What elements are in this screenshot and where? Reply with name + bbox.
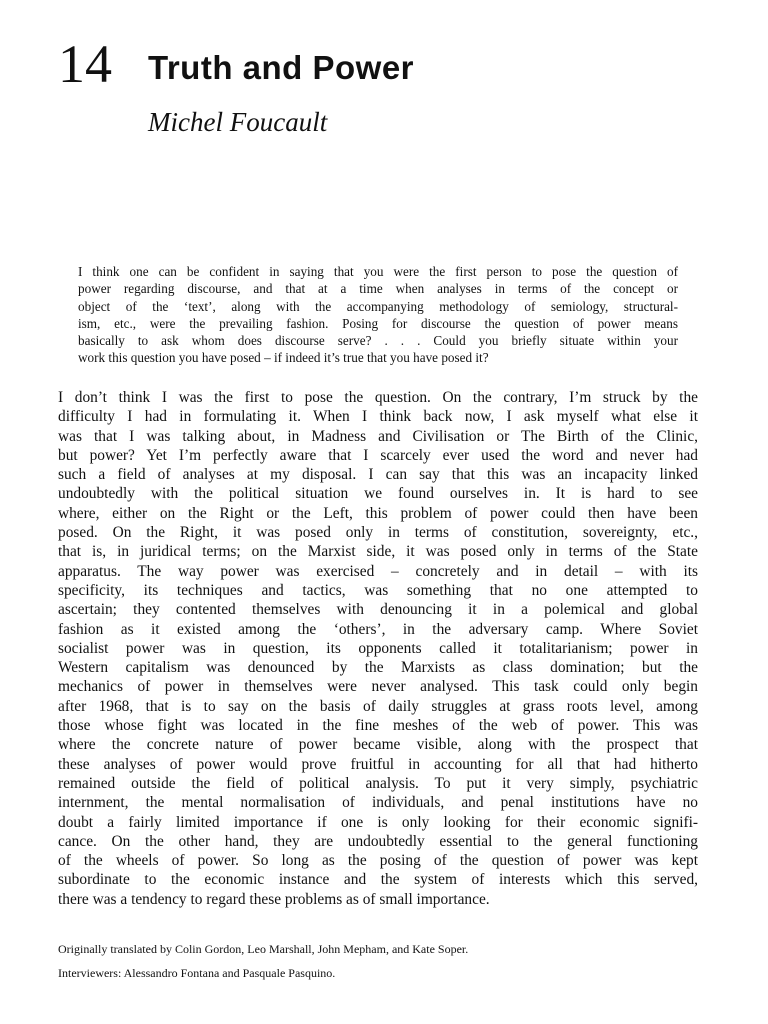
translator-note: Originally translated by Colin Gordon, Leo Marshall, John Mepham, and Kate Soper. bbox=[58, 942, 469, 956]
answer-line: but power? Yet I’m perfectly aware that I scarcely ever used the word and never had bbox=[58, 446, 698, 464]
answer-line: subordinate to the economic instance and the system of interests which this served, bbox=[58, 871, 698, 889]
question-line: ism, etc., were the prevailing fashion. Posing for discourse the question of power means bbox=[78, 315, 678, 331]
chapter-heading bbox=[58, 34, 718, 94]
answer-line: those whose fight was located in the fine meshes of the web of power. This was bbox=[58, 717, 698, 735]
answer-line: there was a tendency to regard these problems as of small importance. bbox=[58, 890, 490, 908]
answer-line: such a field of analyses at my disposal. I can say that this was an incapacity linked bbox=[58, 466, 698, 484]
answer-line: of the wheels of power. So long as the posing of the question of power was kept bbox=[58, 852, 698, 870]
question-line: I think one can be confident in saying that you were the first person to pose the question of bbox=[78, 264, 678, 279]
answer-line: specificity, its techniques and tactics, was something that no one attempted to bbox=[58, 581, 698, 599]
chapter-author: Michel Foucault bbox=[148, 107, 328, 137]
answer-line: these analyses of power would prove fruitful in accounting for all that had hitherto bbox=[58, 755, 698, 773]
answer-line: was that I was talking about, in Madness and Civilisation or The Birth of the Clinic, bbox=[58, 427, 698, 445]
question-line: object of the ‘text’, along with the accompanying methodology of semiology, structural- bbox=[78, 298, 678, 314]
footnotes bbox=[58, 937, 698, 985]
answer-line: apparatus. The way power was exercised – concretely and in detail – with its bbox=[58, 562, 698, 580]
answer-line: that is, in juridical terms; on the Marxist side, it was posed only in terms of the State bbox=[58, 543, 698, 561]
interviewer-question bbox=[78, 263, 678, 367]
answer-line: after 1968, that is to say on the basis of daily struggles at grass roots level, among bbox=[58, 697, 698, 715]
answer-line: cance. On the other hand, they are undoubtedly essential to the general functioning bbox=[58, 832, 698, 850]
answer-line: internment, the mental normalisation of individuals, and penal institutions have no bbox=[58, 794, 698, 812]
foucault-answer bbox=[58, 388, 698, 909]
answer-line: Western capitalism was denounced by the Marxists as class domination; but the bbox=[58, 659, 698, 677]
chapter-number: 14 bbox=[58, 34, 112, 94]
answer-line: remained outside the field of political analysis. To put it very simply, psychiatric bbox=[58, 774, 698, 792]
answer-line: mechanics of power in themselves were never analysed. This task could only begin bbox=[58, 678, 698, 696]
chapter-title: Truth and Power bbox=[148, 49, 415, 86]
answer-line: difficulty I had in formulating it. When I think back now, I ask myself what else it bbox=[58, 408, 698, 426]
answer-line: doubt a fairly limited importance if one is only looking for their economic signifi- bbox=[58, 813, 698, 831]
answer-line: undoubtedly with the political situation we found ourselves in. It is hard to see bbox=[58, 485, 698, 503]
answer-line: ascertain; they contented themselves with denouncing it in a polemical and global bbox=[58, 601, 698, 619]
question-line: power regarding discourse, and that at a time when analyses in terms of the concept or bbox=[78, 281, 678, 297]
answer-line: fashion as it existed among the ‘others’, in the adversary camp. Where Soviet bbox=[58, 620, 698, 638]
answer-line: posed. On the Right, it was posed only in terms of constitution, sovereignty, etc., bbox=[58, 524, 698, 542]
answer-line: socialist power was in question, its opponents called it totalitarianism; power in bbox=[58, 639, 698, 657]
answer-line: where, either on the Right or the Left, this problem of power could then have been bbox=[58, 504, 698, 522]
question-line: work this question you have posed – if indeed it’s true that you have posed it? bbox=[78, 350, 489, 366]
answer-line: where the concrete nature of power became visible, along with the prospect that bbox=[58, 736, 698, 754]
answer-line: I don’t think I was the first to pose the question. On the contrary, I’m struck by the bbox=[58, 389, 698, 406]
question-line: basically to ask whom does discourse serve? . . . Could you briefly situate within your bbox=[78, 333, 678, 349]
interviewer-note: Interviewers: Alessandro Fontana and Pasquale Pasquino. bbox=[58, 966, 336, 980]
